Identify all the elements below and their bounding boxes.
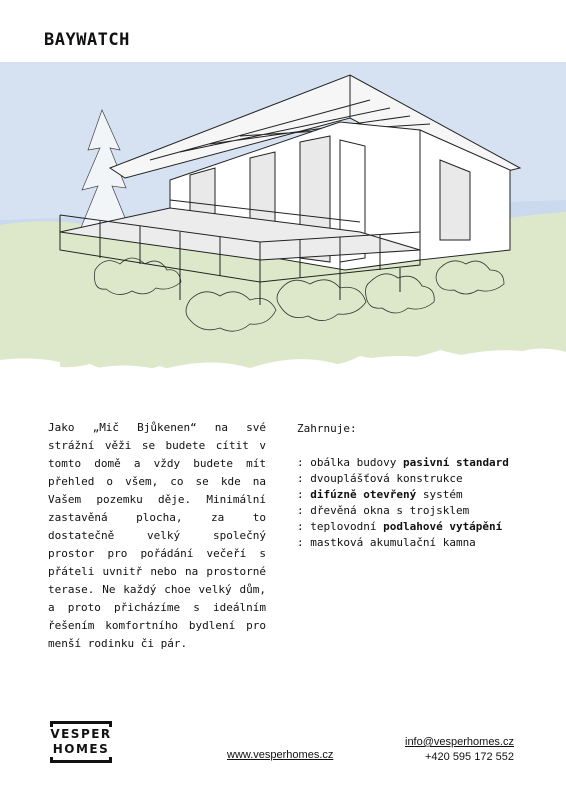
vesper-homes-logo <box>50 721 112 763</box>
feature-item: : dřevěná okna s trojsklem <box>297 504 470 517</box>
feature-item: : dvouplášťová konstrukce <box>297 472 463 485</box>
email-link[interactable]: info@vesperhomes.cz <box>405 736 514 748</box>
feature-item: : mastková akumulační kamna <box>297 536 476 549</box>
feature-item: : teplovodní podlahové vytápění <box>297 520 503 533</box>
feature-item: : obálka budovy pasivní standard <box>297 456 509 469</box>
feature-item: : difúzně otevřený systém <box>297 488 463 501</box>
features-list <box>297 421 537 551</box>
phone-number: +420 595 172 552 <box>424 751 514 763</box>
logo-line-2: HOMES <box>52 742 110 756</box>
features-heading: Zahrnuje: <box>297 422 357 435</box>
page-title: BAYWATCH <box>44 30 130 50</box>
logo-line-1: VESPER <box>50 727 112 741</box>
contact-block <box>405 735 514 765</box>
website-link[interactable]: www.vesperhomes.cz <box>227 749 334 761</box>
house-description: Jako „Mič Bjůkenen“ na své strážní věži se budete cítit v tomto domě a vždy budete mít přehled o všem, co se kde na Vašem pozemku děje. Minimální zastavěná plocha, za to dostatečně velký společný prostor pro pořádání večeří s přáteli uvnitř nebo na prostorné terase. Ne každý choe velký dům, a proto přicházíme s ideálním řešením komfortního bydlení pro menší rodinku či pár. <box>48 421 266 650</box>
